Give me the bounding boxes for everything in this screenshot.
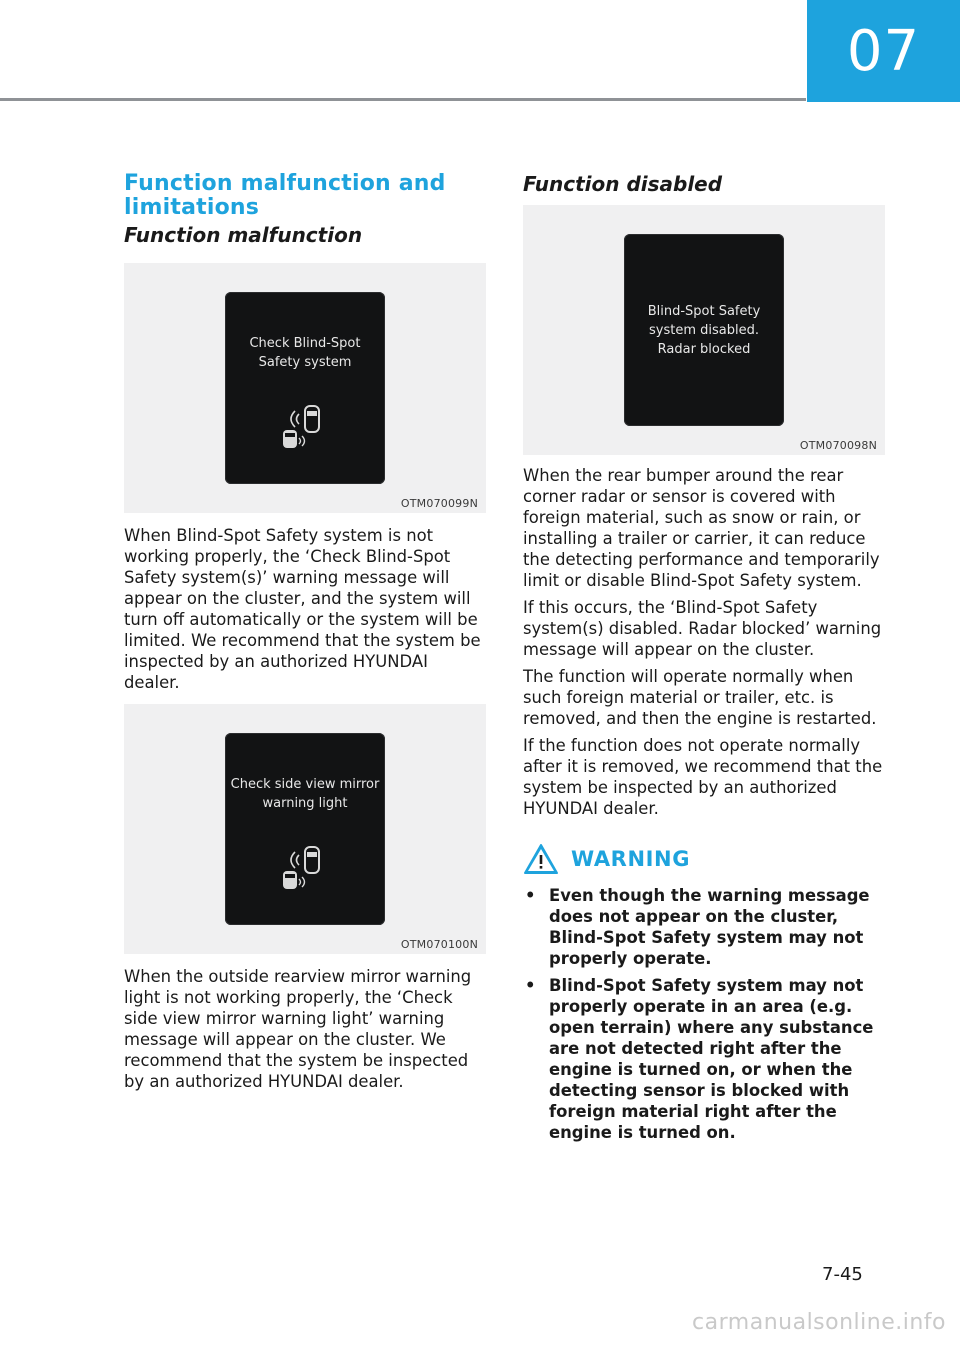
figure-side-mirror bbox=[124, 704, 486, 954]
warning-triangle-icon bbox=[523, 843, 559, 875]
cluster-screen bbox=[624, 234, 784, 426]
warning-header bbox=[523, 841, 885, 877]
blind-spot-cars-icon bbox=[275, 841, 335, 899]
watermark: carmanualsonline.info bbox=[692, 1310, 946, 1335]
paragraph-side-mirror: When the outside rearview mirror warning light is not working properly, the ‘Check side view mirror warning light’ warning message will appear on the cluster. We recommend that the system be inspected by an authorized HYUNDAI dealer. bbox=[124, 967, 472, 1091]
figure-check-blind-spot bbox=[124, 263, 486, 513]
subtitle-function-malfunction: Function malfunction bbox=[124, 223, 363, 247]
cluster-screen bbox=[225, 733, 385, 925]
warning-label: WARNING bbox=[571, 847, 691, 871]
warning-item: • Blind-Spot Safety system may not properly operate in an area (e.g. open terrain) where any substance are not detected right after the engine is turned on, or when the detecting sensor is blocked with foreign material right after the engine is turned on. bbox=[523, 975, 885, 1143]
paragraph-disabled-1: When the rear bumper around the rear corner radar or sensor is covered with foreign material, such as snow or rain, or installing a trailer or carrier, it can reduce the detecting performance and temporarily limit or disable Blind-Spot Safety system. bbox=[523, 466, 880, 590]
page-number: 7-45 bbox=[822, 1264, 863, 1285]
right-column bbox=[523, 172, 885, 1149]
section-title: Function malfunction and limitations bbox=[124, 171, 446, 220]
header-rule bbox=[0, 98, 806, 101]
cluster-screen bbox=[225, 292, 385, 484]
figure-code: OTM070098N bbox=[799, 439, 877, 452]
figure-radar-blocked bbox=[523, 205, 885, 455]
cluster-message: Blind-Spot Safety system disabled. Radar blocked bbox=[647, 304, 761, 357]
subtitle-function-disabled: Function disabled bbox=[523, 172, 723, 196]
paragraph-disabled-4: If the function does not operate normally after it is removed, we recommend that the system be inspected by an authorized HYUNDAI dealer. bbox=[523, 736, 883, 818]
figure-code: OTM070099N bbox=[400, 497, 478, 510]
paragraph-disabled-2: If this occurs, the ‘Blind-Spot Safety system(s) disabled. Radar blocked’ warning message will appear on the cluster. bbox=[523, 598, 882, 659]
warning-list bbox=[523, 885, 885, 1143]
chapter-tab: 07 bbox=[807, 0, 960, 102]
paragraph-malfunction: When Blind-Spot Safety system is not working properly, the ‘Check Blind-Spot Safety system(s)’ warning message will appear on the cluster, and the system will turn off automatically or the system will be limited. We recommend that the system be inspected by an authorized HYUNDAI dealer. bbox=[124, 526, 481, 692]
blind-spot-cars-icon bbox=[275, 400, 335, 458]
warning-item: • Even though the warning message does not appear on the cluster, Blind-Spot Safety system may not properly operate. bbox=[523, 885, 885, 969]
paragraph-disabled-3: The function will operate normally when such foreign material or trailer, etc. is removed, and then the engine is restarted. bbox=[523, 667, 877, 728]
cluster-message: Check side view mirror warning light bbox=[230, 777, 380, 811]
left-column bbox=[124, 172, 486, 1092]
cluster-message: Check Blind-Spot Safety system bbox=[249, 336, 361, 370]
figure-code: OTM070100N bbox=[400, 938, 478, 951]
